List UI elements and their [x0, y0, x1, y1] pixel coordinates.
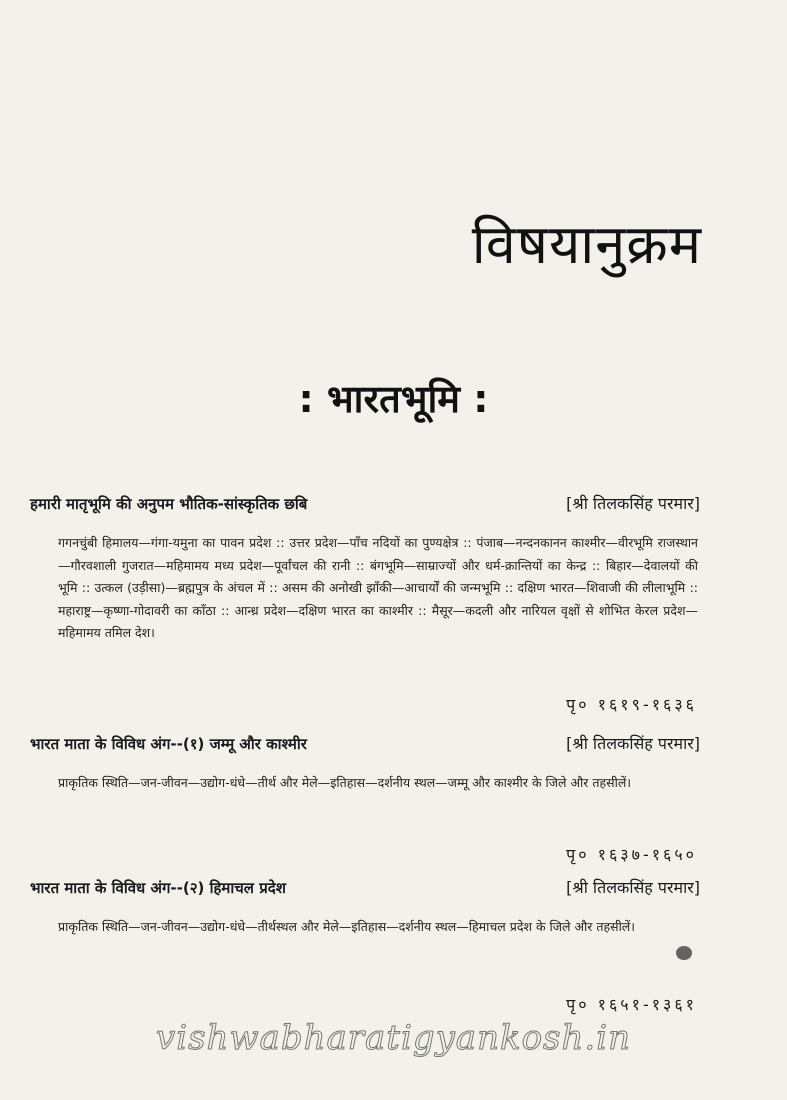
entry-author: [श्री तिलकसिंह परमार]: [566, 494, 700, 513]
entry-header: [30, 732, 700, 762]
entry-page-range: पृ० १६५१-१३६१: [566, 995, 697, 1014]
ink-smudge: [676, 946, 692, 960]
entry-page-range: पृ० १६३७-१६५०: [566, 845, 697, 864]
page-title: विषयानुक्रम: [471, 213, 702, 276]
entry-header: [30, 876, 700, 906]
entry-title: भारत माता के विविध अंग--(२) हिमाचल प्रदेश: [30, 879, 286, 897]
toc-entry: [30, 876, 700, 939]
toc-entry: [30, 492, 700, 645]
entry-description: गगनचुंबी हिमालय—गंगा-यमुना का पावन प्रदेश :: उत्तर प्रदेश—पाँच नदियों का पुण्यक्षेत्र :: पंजाब—नन्दनकानन काश्मीर—वीरभूमि राजस्थान—गौरवशाली गुजरात—महिमामय मध्य प्रदेश—पूर्वांचल की रानी :: बंगभूमि—साम्राज्यों और धर्म-क्रान्तियों का केन्द्र :: बिहार—देवालयों की भूमि :: उत्कल (उड़ीसा)—ब्रह्मपुत्र के अंचल में :: असम की अनोखी झाँकी—आचार्यों की जन्मभूमि :: दक्षिण भारत—शिवाजी की लीलाभूमि :: महाराष्ट्र—कृष्णा-गोदावरी का काँठा :: आन्ध्र प्रदेश—दक्षिण भारत का काश्मीर :: मैसूर—कदली और नारियल वृक्षों से शोभित केरल प्रदेश—महिमामय तमिल देश।: [58, 535, 698, 640]
toc-entry: [30, 732, 700, 795]
entry-author: [श्री तिलकसिंह परमार]: [566, 734, 700, 753]
entry-title: हमारी मातृभूमि की अनुपम भौतिक-सांस्कृतिक छबि: [30, 495, 308, 513]
entry-header: [30, 492, 700, 522]
entry-description: प्राकृतिक स्थिति—जन-जीवन—उद्योग-धंधे—तीर्थ और मेले—इतिहास—दर्शनीय स्थल—जम्मू और काश्मीर के जिले और तहसीलें।: [58, 775, 632, 790]
entry-description: प्राकृतिक स्थिति—जन-जीवन—उद्योग-धंधे—तीर्थस्थल और मेले—इतिहास—दर्शनीय स्थल—हिमाचल प्रदेश के जिले और तहसीलें।: [58, 919, 636, 934]
entry-author: [श्री तिलकसिंह परमार]: [566, 878, 700, 897]
section-heading: : भारतभूमि :: [298, 377, 489, 421]
entry-page-range: पृ० १६१९-१६३६: [566, 695, 697, 714]
entry-title: भारत माता के विविध अंग--(१) जम्मू और काश्मीर: [30, 735, 307, 753]
watermark: vishwabharatigyankosh.in: [156, 1018, 631, 1058]
